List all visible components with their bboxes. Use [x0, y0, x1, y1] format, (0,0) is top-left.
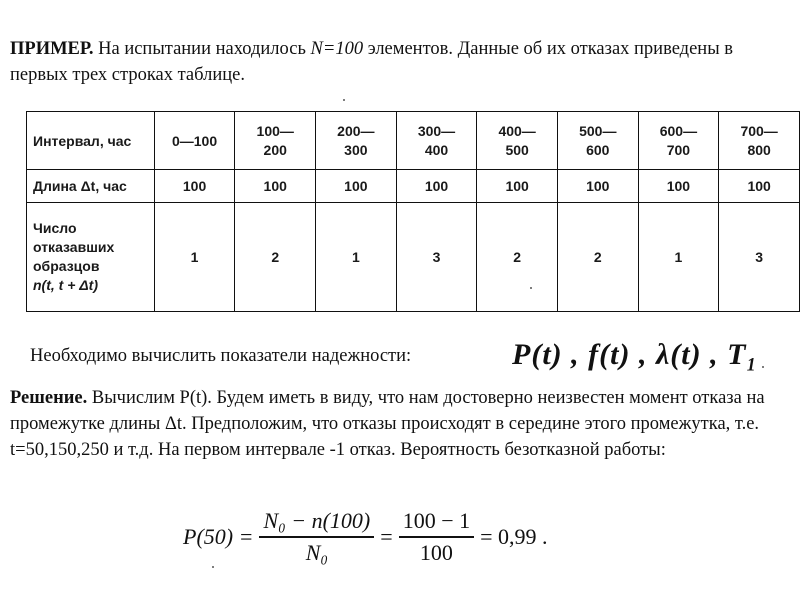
table-cell: 100 [316, 170, 397, 203]
table-cell: 3 [396, 203, 477, 312]
table-cell: 100 [396, 170, 477, 203]
table-cell: 100 [154, 170, 235, 203]
fraction-1-numerator: N₀ − n(100) [259, 508, 374, 538]
fraction-2-numerator: 100 − 1 [399, 508, 474, 538]
table-cell: 2 [235, 203, 316, 312]
table-cell: 100 [235, 170, 316, 203]
table-row [27, 112, 800, 170]
scan-speck [762, 366, 764, 368]
table-cell: 1 [154, 203, 235, 312]
table-cell: 400— 500 [477, 112, 558, 170]
row-header: Число отказавших образцов n(t, t + Δt) [27, 203, 155, 312]
formula-lhs: P(50) = [183, 524, 254, 549]
table-cell: 100 [477, 170, 558, 203]
table-cell: 0—100 [154, 112, 235, 170]
scan-speck [530, 287, 532, 289]
intro-paragraph [10, 36, 790, 88]
scan-speck [343, 99, 345, 101]
failure-table [26, 111, 800, 312]
intro-label: ПРИМЕР. [10, 39, 94, 59]
table-cell: 100 [557, 170, 638, 203]
table-cell: 1 [638, 203, 719, 312]
solution-paragraph [10, 385, 790, 463]
table-cell: 2 [557, 203, 638, 312]
indicators-formula: P(t) , f(t) , λ(t) , T₁ [512, 338, 758, 371]
table-cell: 3 [719, 203, 800, 312]
formula-equals: = [380, 524, 393, 549]
row-header: Интервал, час [27, 112, 155, 170]
intro-text-a: На испытании находилось [93, 39, 311, 59]
table-cell: 500— 600 [557, 112, 638, 170]
formula-fraction-1 [259, 508, 374, 566]
formula-fraction-2 [399, 508, 474, 566]
table-cell: 700— 800 [719, 112, 800, 170]
probability-formula [183, 508, 548, 566]
intro-n-expr: N=100 [310, 39, 364, 59]
table-cell: 300— 400 [396, 112, 477, 170]
solution-text: Вычислим P(t). Будем иметь в виду, что нам достоверно неизвестен момент отказа на промежутке длины Δt. Предположим, что отказы происходят в середине этого промежутка, т.е. t=50,150,250 и т.д. На первом интервале -1 отказ. Вероятность безотказной работы: [10, 388, 765, 460]
table-row [27, 203, 800, 312]
table-cell: 1 [316, 203, 397, 312]
table-cell: 100 [719, 170, 800, 203]
solution-label: Решение. [10, 388, 88, 408]
fraction-1-denominator: N₀ [305, 540, 329, 565]
formula-result: = 0,99 . [480, 524, 548, 549]
scan-speck [212, 566, 214, 568]
table-cell: 2 [477, 203, 558, 312]
fraction-2-denominator: 100 [419, 540, 453, 565]
table-cell: 600— 700 [638, 112, 719, 170]
table-cell: 200— 300 [316, 112, 397, 170]
table-cell: 100— 200 [235, 112, 316, 170]
table-row [27, 170, 800, 203]
intro-text-b: элементов. Данные об их отказах приведены в первых трех строках таблице. [10, 39, 733, 85]
row-header: Длина Δt, час [27, 170, 155, 203]
need-text: Необходимо вычислить показатели надежности: [30, 346, 412, 366]
table-cell: 100 [638, 170, 719, 203]
